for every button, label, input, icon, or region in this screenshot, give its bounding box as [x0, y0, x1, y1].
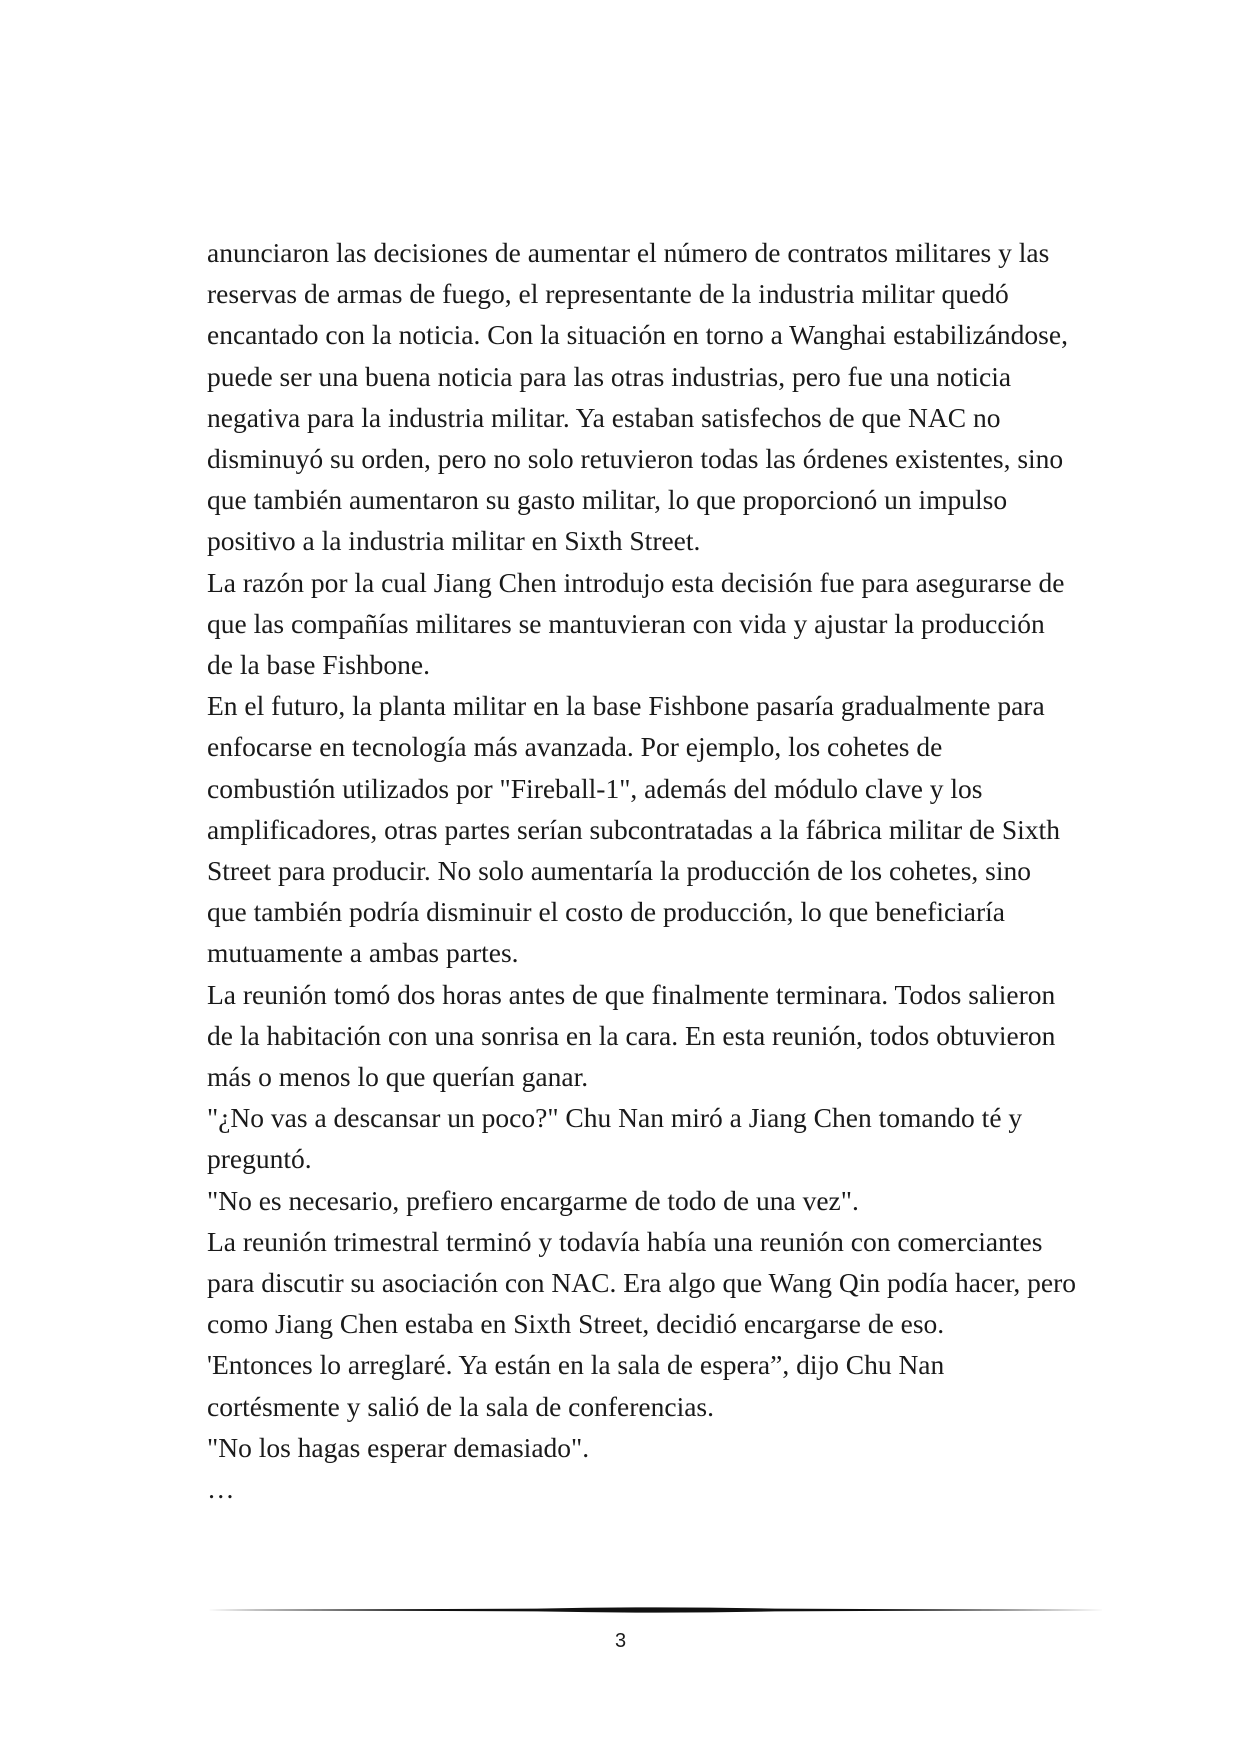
paragraph: "No los hagas esperar demasiado".: [207, 1431, 590, 1463]
paragraph: 'Entonces lo arreglaré. Ya están en la sala de espera”, dijo Chu Nan cortésmente y salió de la sala de conferencias.: [207, 1349, 945, 1422]
paragraph: La reunión trimestral terminó y todavía había una reunión con comerciantes para discutir su asociación con NAC. Era algo que Wang Qin podía hacer, pero como Jiang Chen estaba en Sixth Street, decidió encargarse de eso.: [207, 1225, 1077, 1340]
paragraph: …: [207, 1473, 235, 1505]
page-number: 3: [614, 1630, 627, 1652]
paragraph: "No es necesario, prefiero encargarme de todo de una vez".: [207, 1184, 859, 1216]
paragraph: La razón por la cual Jiang Chen introdujo esta decisión fue para asegurarse de que las compañías militares se mantuvieran con vida y ajustar la producción de la base Fishbone.: [207, 566, 1065, 681]
paragraph: La reunión tomó dos horas antes de que finalmente terminara. Todos salieron de la habitación con una sonrisa en la cara. En esta reunión, todos obtuvieron más o menos lo que querían ganar.: [207, 978, 1056, 1093]
footer-divider: [207, 1605, 1105, 1615]
paragraph: anunciaron las decisiones de aumentar el número de contratos militares y las reservas de armas de fuego, el representante de la industria militar quedó encantado con la noticia. Con la situación en torno a Wanghai estabilizándose, puede ser una buena noticia para las otras industrias, pero fue una noticia negativa para la industria militar. Ya estaban satisfechos de que NAC no disminuyó su orden, pero no solo retuvieron todas las órdenes existentes, sino que también aumentaron su gasto militar, lo que proporcionó un impulso positivo a la industria militar en Sixth Street.: [207, 237, 1068, 557]
document-body: [207, 232, 1077, 1509]
paragraph: "¿No vas a descansar un poco?" Chu Nan miró a Jiang Chen tomando té y preguntó.: [207, 1102, 1023, 1175]
paragraph: En el futuro, la planta militar en la base Fishbone pasaría gradualmente para enfocarse en tecnología más avanzada. Por ejemplo, los cohetes de combustión utilizados por "Fireball-1", además del módulo clave y los amplificadores, otras partes serían subcontratadas a la fábrica militar de Sixth Street para producir. No solo aumentaría la producción de los cohetes, sino que también podría disminuir el costo de producción, lo que beneficiaría mutuamente a ambas partes.: [207, 690, 1060, 969]
